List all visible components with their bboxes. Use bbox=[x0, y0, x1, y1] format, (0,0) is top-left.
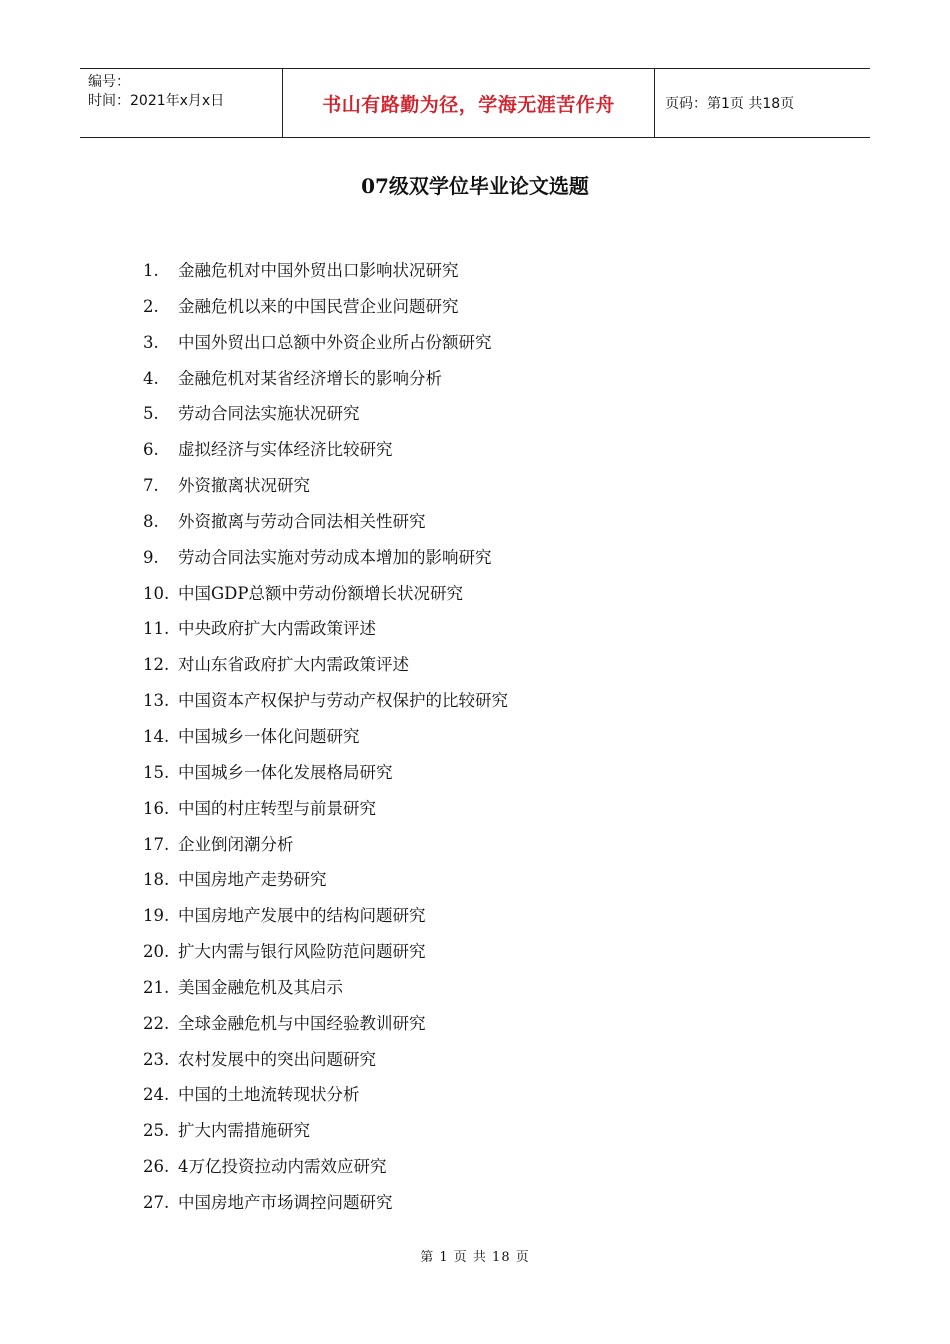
list-item-text: 中国GDP总额中劳动份额增长状况研究 bbox=[178, 583, 464, 603]
list-item bbox=[143, 832, 843, 868]
list-item-number: 24. bbox=[143, 1085, 170, 1105]
list-item bbox=[143, 652, 843, 688]
list-item bbox=[143, 1011, 843, 1047]
list-item-number: 26. bbox=[143, 1157, 170, 1177]
list-item-text: 中央政府扩大内需政策评述 bbox=[178, 619, 376, 639]
header-page-info: 页码：第1页 共18页 bbox=[665, 96, 795, 112]
list-item bbox=[143, 401, 843, 437]
list-item-text: 中国资本产权保护与劳动产权保护的比较研究 bbox=[178, 691, 508, 711]
list-item-number: 4. bbox=[143, 368, 159, 388]
list-item-text: 对山东省政府扩大内需政策评述 bbox=[178, 655, 409, 675]
list-item-number: 18. bbox=[143, 870, 170, 890]
header-motto: 书山有路勤为径，学海无涯苦作舟 bbox=[282, 69, 655, 137]
list-item-text: 中国城乡一体化问题研究 bbox=[178, 726, 360, 746]
page-footer: 第 1 页 共 18 页 bbox=[420, 1250, 530, 1265]
list-item-number: 16. bbox=[143, 798, 170, 818]
list-item bbox=[143, 939, 843, 975]
list-item-text: 扩大内需与银行风险防范问题研究 bbox=[178, 942, 426, 962]
list-item-number: 22. bbox=[143, 1013, 170, 1033]
list-item bbox=[143, 688, 843, 724]
document-number-label: 编号： bbox=[88, 74, 130, 90]
list-item bbox=[143, 616, 843, 652]
list-item bbox=[143, 975, 843, 1011]
list-item-text: 金融危机对中国外贸出口影响状况研究 bbox=[178, 261, 459, 280]
list-item bbox=[143, 509, 843, 545]
list-item bbox=[143, 545, 843, 581]
list-item-number: 8. bbox=[143, 511, 159, 531]
list-item-number: 7. bbox=[143, 476, 159, 496]
list-item bbox=[143, 330, 843, 366]
list-item bbox=[143, 867, 843, 903]
list-item-number: 11. bbox=[143, 619, 170, 639]
list-item-number: 6. bbox=[143, 440, 159, 460]
header-meta bbox=[80, 69, 282, 137]
list-item-text: 中国外贸出口总额中外资企业所占份额研究 bbox=[178, 332, 492, 352]
document-title: 07级双学位毕业论文选题 bbox=[361, 174, 589, 198]
list-item-number: 5. bbox=[143, 404, 159, 424]
list-item-number: 27. bbox=[143, 1192, 170, 1212]
list-item bbox=[143, 1190, 843, 1226]
list-item-number: 21. bbox=[143, 977, 170, 997]
list-item-number: 2. bbox=[143, 296, 159, 316]
list-item-text: 中国的土地流转现状分析 bbox=[178, 1085, 360, 1105]
list-item bbox=[143, 1047, 843, 1083]
list-item-text: 外资撤离状况研究 bbox=[178, 476, 310, 496]
list-item-text: 4万亿投资拉动内需效应研究 bbox=[178, 1157, 387, 1177]
list-item-number: 25. bbox=[143, 1121, 170, 1141]
list-item bbox=[143, 796, 843, 832]
list-item-number: 10. bbox=[143, 583, 170, 603]
list-item bbox=[143, 1118, 843, 1154]
list-item-text: 金融危机以来的中国民营企业问题研究 bbox=[178, 296, 459, 316]
list-item bbox=[143, 473, 843, 509]
list-item-number: 1. bbox=[143, 261, 159, 280]
page-header bbox=[80, 68, 870, 138]
list-item-number: 3. bbox=[143, 332, 159, 352]
list-item-text: 中国城乡一体化发展格局研究 bbox=[178, 762, 393, 782]
list-item-text: 中国的村庄转型与前景研究 bbox=[178, 798, 376, 818]
list-item bbox=[143, 1082, 843, 1118]
list-item bbox=[143, 760, 843, 796]
list-item-text: 外资撤离与劳动合同法相关性研究 bbox=[178, 511, 426, 531]
list-item-text: 中国房地产发展中的结构问题研究 bbox=[178, 906, 426, 926]
list-item-number: 12. bbox=[143, 655, 170, 675]
topic-list bbox=[143, 258, 843, 1226]
list-item-number: 19. bbox=[143, 906, 170, 926]
list-item bbox=[143, 366, 843, 402]
list-item-text: 扩大内需措施研究 bbox=[178, 1121, 310, 1141]
list-item-number: 20. bbox=[143, 942, 170, 962]
list-item-number: 9. bbox=[143, 547, 159, 567]
list-item-text: 金融危机对某省经济增长的影响分析 bbox=[178, 368, 442, 388]
document-date: 时间：2021年x月x日 bbox=[88, 93, 225, 109]
list-item-text: 劳动合同法实施对劳动成本增加的影响研究 bbox=[178, 547, 492, 567]
list-item-number: 15. bbox=[143, 762, 170, 782]
list-item bbox=[143, 294, 843, 330]
list-item bbox=[143, 581, 843, 617]
list-item bbox=[143, 258, 843, 294]
list-item-text: 农村发展中的突出问题研究 bbox=[178, 1049, 376, 1069]
list-item-text: 中国房地产走势研究 bbox=[178, 870, 327, 890]
list-item-text: 企业倒闭潮分析 bbox=[178, 834, 294, 854]
list-item bbox=[143, 903, 843, 939]
list-item-text: 美国金融危机及其启示 bbox=[178, 977, 343, 997]
list-item bbox=[143, 437, 843, 473]
list-item bbox=[143, 1154, 843, 1190]
list-item-number: 14. bbox=[143, 726, 170, 746]
list-item bbox=[143, 724, 843, 760]
list-item-text: 中国房地产市场调控问题研究 bbox=[178, 1192, 393, 1212]
list-item-text: 劳动合同法实施状况研究 bbox=[178, 404, 360, 424]
list-item-number: 13. bbox=[143, 691, 170, 711]
list-item-number: 17. bbox=[143, 834, 170, 854]
list-item-text: 虚拟经济与实体经济比较研究 bbox=[178, 440, 393, 460]
list-item-text: 全球金融危机与中国经验教训研究 bbox=[178, 1013, 426, 1033]
list-item-number: 23. bbox=[143, 1049, 170, 1069]
